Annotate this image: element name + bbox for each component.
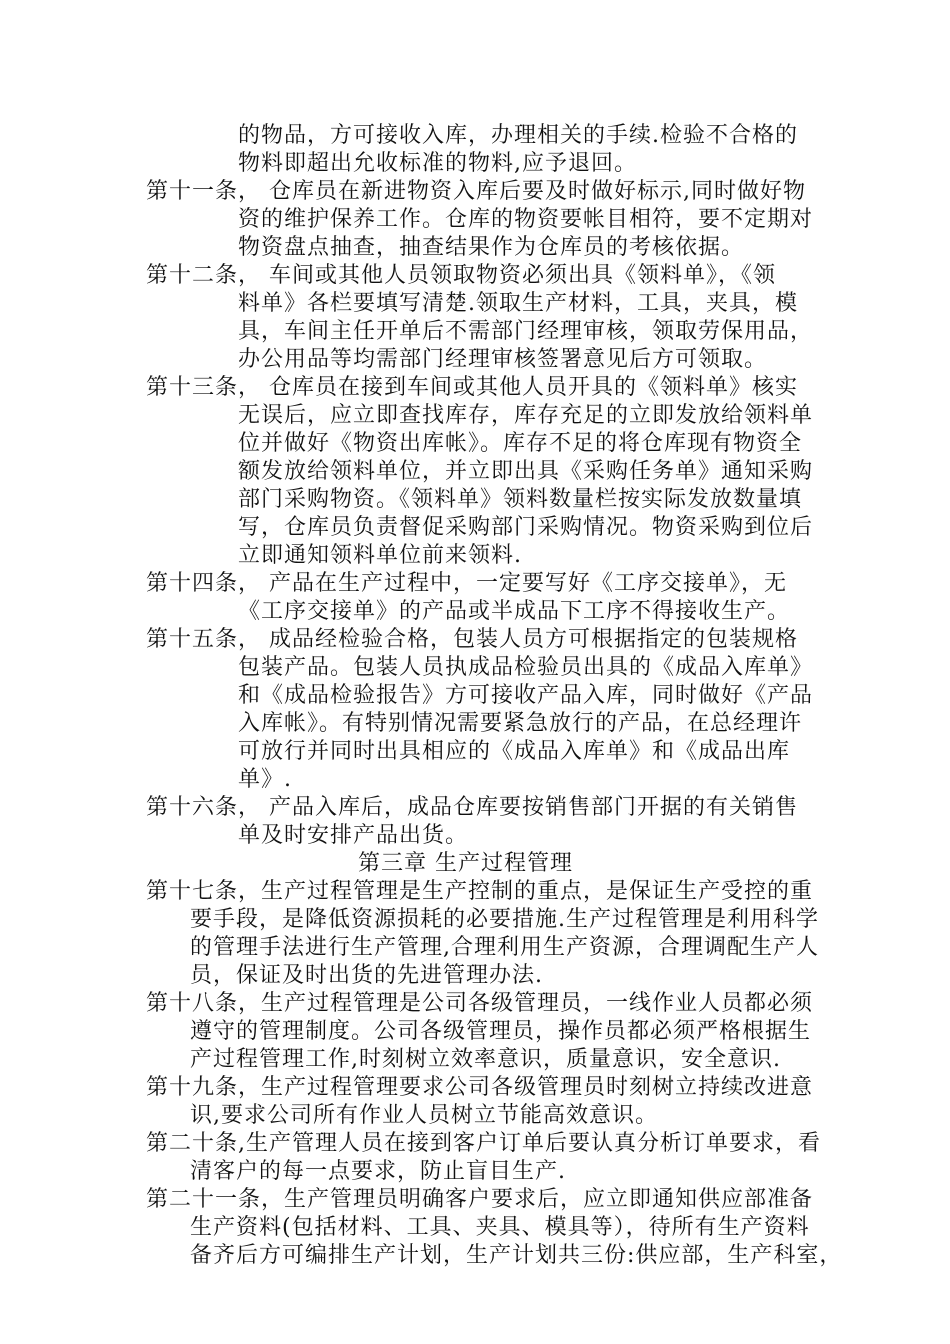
text-line: 识,要求公司所有作业人员树立节能高效意识。 [190, 1103, 658, 1128]
text-line: 位并做好《物资出库帐》。库存不足的将仓库现有物资全 [238, 431, 803, 456]
chapter-heading: 第三章 生产过程管理 [358, 851, 573, 876]
text-line: 办公用品等均需部门经理审核签署意见后方可领取。 [238, 347, 768, 372]
article-14-line: 第十四条， 产品在生产过程中，一定要写好《工序交接单》，无 [146, 571, 787, 596]
text-line: 《工序交接单》的产品或半成品下工序不得接收生产。 [238, 599, 791, 624]
article-12-line: 第十二条， 车间或其他人员领取物资必须出具《领料单》，《领 [146, 263, 776, 288]
text-line: 可放行并同时出具相应的《成品入库单》和《成品出库 [238, 739, 791, 764]
article-11-line: 第十一条， 仓库员在新进物资入库后要及时做好标示,同时做好物 [146, 179, 806, 204]
text-line: 遵守的管理制度。公司各级管理员，操作员都必须严格根据生 [190, 1019, 812, 1044]
text-line: 写，仓库员负责督促采购部门采购情况。物资采购到位后 [238, 515, 814, 540]
text-line: 生产资料(包括材料、工具、夹具、模具等），待所有生产资料 [190, 1215, 810, 1240]
text-line: 具，车间主任开单后不需部门经理审核，领取劳保用品， [238, 319, 814, 344]
article-16-line: 第十六条， 产品入库后，成品仓库要按销售部门开据的有关销售 [146, 795, 798, 820]
text-line: 无误后，应立即查找库存，库存充足的立即发放给领料单 [238, 403, 814, 428]
text-line: 立即通知领料单位前来领料. [238, 543, 522, 568]
text-line: 物料即超出允收标准的物料,应予退回。 [238, 151, 637, 176]
text-line: 清客户的每一点要求，防止盲目生产. [190, 1159, 566, 1184]
article-20-line: 第二十条,生产管理人员在接到客户订单后要认真分析订单要求，看 [146, 1131, 821, 1156]
text-line: 员，保证及时出货的先进管理办法. [190, 963, 543, 988]
text-line: 部门采购物资。《领料单》领料数量栏按实际发放数量填 [238, 487, 803, 512]
text-line: 产过程管理工作,时刻树立效率意识，质量意识，安全意识. [190, 1047, 781, 1072]
article-17-line: 第十七条，生产过程管理是生产控制的重点，是保证生产受控的重 [146, 879, 814, 904]
text-line: 资的维护保养工作。仓库的物资要帐目相符，要不定期对 [238, 207, 814, 232]
article-13-line: 第十三条， 仓库员在接到车间或其他人员开具的《领料单》核实 [146, 375, 798, 400]
text-line: 和《成品检验报告》方可接收产品入库，同时做好《产品 [238, 683, 814, 708]
text-line: 料单》各栏要填写清楚.领取生产材料，工具，夹具，模 [238, 291, 798, 316]
text-line: 物资盘点抽查，抽查结果作为仓库员的考核依据。 [238, 235, 745, 260]
article-21-line: 第二十一条，生产管理员明确客户要求后，应立即通知供应部准备 [146, 1187, 814, 1212]
text-line: 的物品，方可接收入库，办理相关的手续.检验不合格的 [238, 123, 798, 148]
text-line: 单》. [238, 767, 292, 792]
text-line: 的管理手法进行生产管理,合理利用生产资源，合理调配生产人 [190, 935, 819, 960]
text-line: 包装产品。包装人员执成品检验员出具的《成品入库单》 [238, 655, 814, 680]
text-line: 额发放给领料单位，并立即出具《采购任务单》通知采购 [238, 459, 814, 484]
text-line: 单及时安排产品出货。 [238, 823, 469, 848]
article-15-line: 第十五条， 成品经检验合格，包装人员方可根据指定的包装规格 [146, 627, 798, 652]
article-19-line: 第十九条，生产过程管理要求公司各级管理员时刻树立持续改进意 [146, 1075, 814, 1100]
text-line: 备齐后方可编排生产计划，生产计划共三份:供应部，生产科室， [190, 1243, 843, 1268]
article-18-line: 第十八条，生产过程管理是公司各级管理员，一线作业人员都必须 [146, 991, 814, 1016]
text-line: 入库帐》。有特别情况需要紧急放行的产品，在总经理许 [238, 711, 803, 736]
text-line: 要手段，是降低资源损耗的必要措施.生产过程管理是利用科学 [190, 907, 819, 932]
